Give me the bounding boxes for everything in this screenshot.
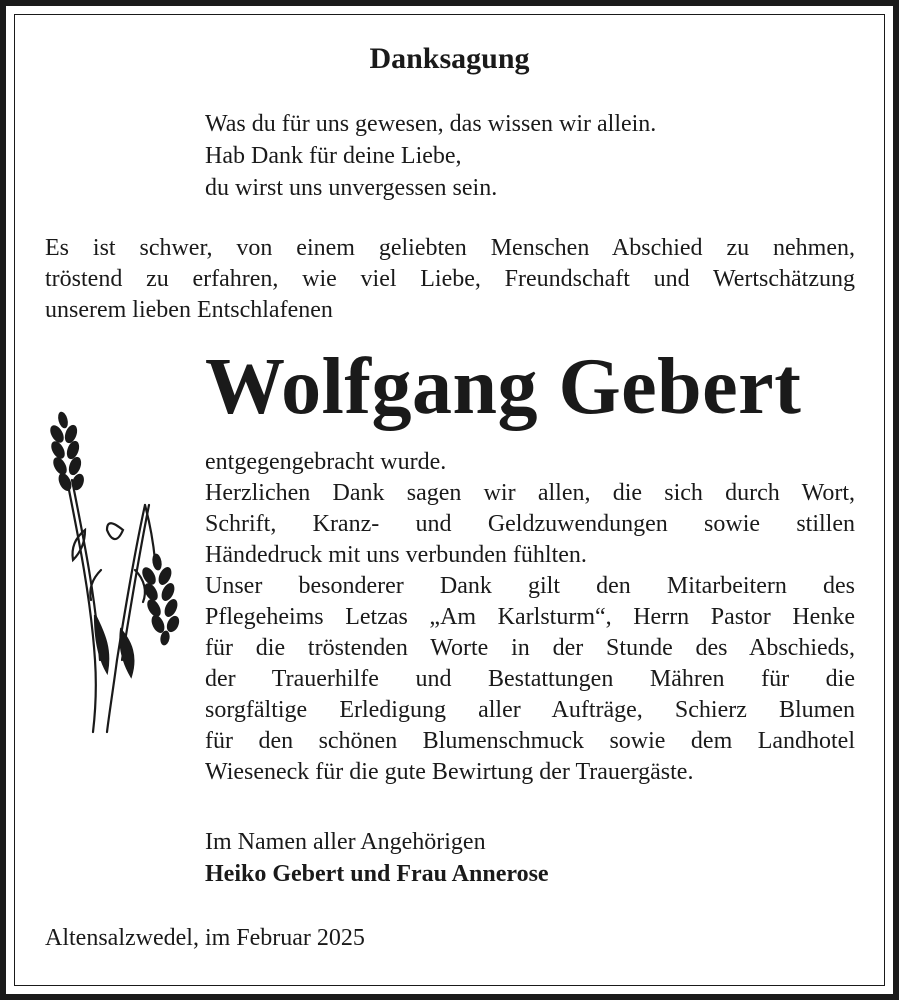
wheat-ears-icon bbox=[45, 410, 190, 740]
body-line: Unser besonderer Dank gilt den Mitarbeitern des bbox=[205, 573, 855, 599]
thanks-paragraph bbox=[205, 447, 855, 788]
body-line: Pflegeheims Letzas „Am Karlsturm“, Herrn Pastor Henke bbox=[205, 604, 855, 630]
deceased-name: Wolfgang Gebert bbox=[205, 343, 802, 431]
body-line: für den schönen Blumenschmuck sowie dem Landhotel bbox=[205, 728, 855, 754]
closing-block bbox=[205, 826, 549, 890]
body-line: der Trauerhilfe und Bestattungen Mähren für die bbox=[205, 666, 855, 692]
poem-line: Was du für uns gewesen, das wissen wir allein. bbox=[205, 111, 657, 137]
body-line: für die tröstenden Worte in der Stunde des Abschieds, bbox=[205, 635, 855, 661]
intro-line: unserem lieben Entschlafenen bbox=[45, 297, 333, 323]
body-line: entgegengebracht wurde. bbox=[205, 449, 447, 475]
body-line: Händedruck mit uns verbunden fühlten. bbox=[205, 542, 587, 568]
poem-line: du wirst uns unvergessen sein. bbox=[205, 175, 498, 201]
notice-heading: Danksagung bbox=[369, 42, 530, 75]
body-line: Herzlichen Dank sagen wir allen, die sich durch Wort, bbox=[205, 480, 855, 506]
intro-paragraph bbox=[45, 233, 855, 326]
body-line: Wieseneck für die gute Bewirtung der Trauergäste. bbox=[205, 759, 694, 785]
poem bbox=[205, 108, 656, 204]
body-line: Schrift, Kranz- und Geldzuwendungen sowie stillen bbox=[205, 511, 855, 537]
body-line: sorgfältige Erledigung aller Aufträge, Schierz Blumen bbox=[205, 697, 855, 723]
signer-names: Heiko Gebert und Frau Annerose bbox=[205, 861, 549, 887]
place-date: Altensalzwedel, im Februar 2025 bbox=[45, 925, 365, 951]
intro-line: Es ist schwer, von einem geliebten Menschen Abschied zu nehmen, bbox=[45, 235, 855, 261]
poem-line: Hab Dank für deine Liebe, bbox=[205, 143, 462, 169]
intro-line: tröstend zu erfahren, wie viel Liebe, Freundschaft und Wertschätzung bbox=[45, 266, 855, 292]
closing-line: Im Namen aller Angehörigen bbox=[205, 829, 486, 855]
